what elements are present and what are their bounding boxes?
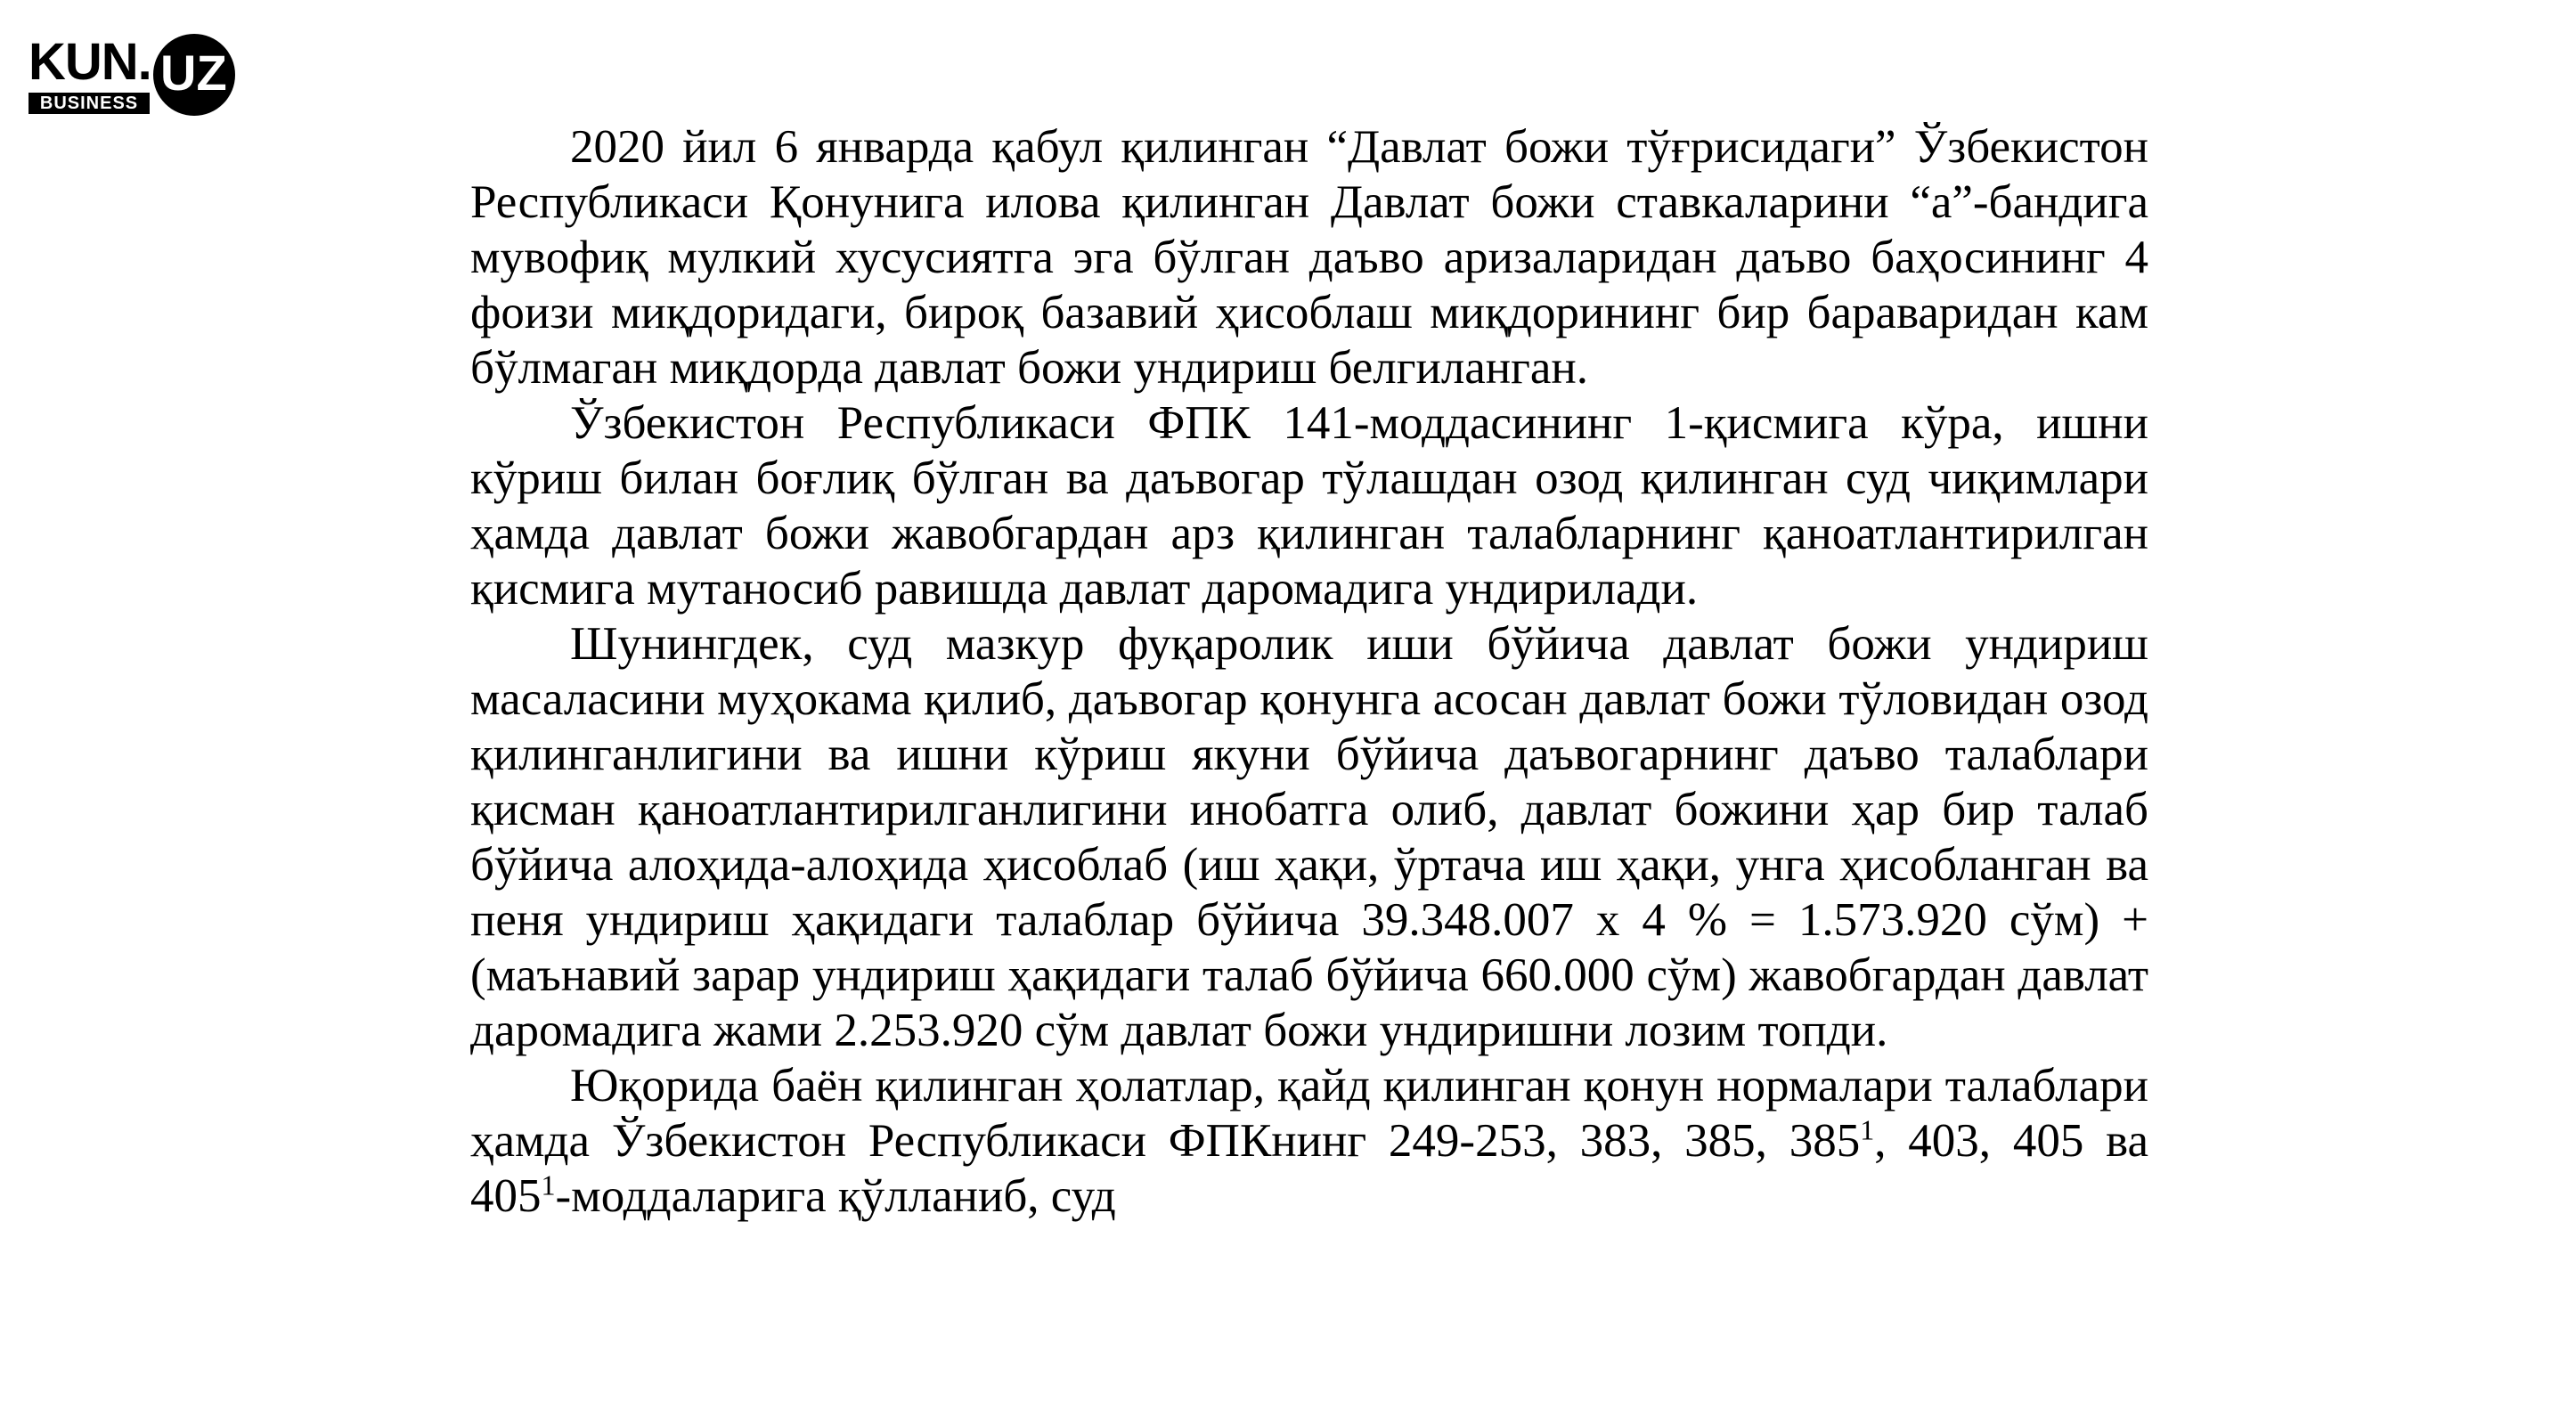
paragraph-4-part-a: Юқорида баён қилинган ҳолатлар, қайд қилинган қонун нормалари талаблари ҳамда Ўзбекистон Республикаси ФПКнинг 249-253, 383, 385, 385 bbox=[470, 1060, 2148, 1167]
document-body bbox=[470, 119, 2148, 1224]
paragraph-3: Шунингдек, суд мазкур фуқаролик иши бўйича давлат божи ундириш масаласини муҳокама қилиб, даъвогар қонунга асосан давлат божи тўловидан озод қилинганлигини ва ишни кўриш якуни бўйича даъвогарнинг даъво талаблари қисман қаноатлантирилганлигини инобатга олиб, давлат божини ҳар бир талаб бўйича алоҳида-алоҳида ҳисоблаб (иш ҳақи, ўртача иш ҳақи, унга ҳисобланган ва пеня ундириш ҳақидаги талаблар бўйича 39.348.007 х 4 % = 1.573.920 сўм) + (маънавий зарар ундириш ҳақидаги талаб бўйича 660.000 сўм) жавобгардан давлат даромадига жами 2.253.920 сўм давлат божи ундиришни лозим топди. bbox=[470, 618, 2148, 1056]
logo-subtitle: BUSINESS bbox=[29, 93, 150, 114]
paragraph-4-part-c: -моддаларига қўлланиб, суд bbox=[555, 1170, 1116, 1222]
logo-wordmark: KUN. bbox=[29, 33, 151, 91]
superscript-2: 1 bbox=[541, 1168, 556, 1201]
paragraph-4 bbox=[470, 1058, 2148, 1224]
logo-circle bbox=[153, 34, 235, 116]
logo-circle-text: UZ bbox=[160, 45, 227, 101]
paragraph-4-part-b: , 403, 405 ва 405 bbox=[470, 1115, 2148, 1222]
paragraph-1: 2020 йил 6 январда қабул қилинган “Давлат божи тўғрисидаги” Ўзбекистон Республикаси Қонунига илова қилинган Давлат божи ставкаларини “а”-бандига мувофиқ мулкий хусусиятга эга бўлган даъво аризаларидан даъво баҳосининг 4 фоизи миқдоридаги, бироқ базавий ҳисоблаш миқдорининг бир бараваридан кам бўлмаган миқдорда давлат божи ундириш белгиланган. bbox=[470, 121, 2148, 394]
paragraph-2: Ўзбекистон Республикаси ФПК 141-моддасининг 1-қисмига кўра, ишни кўриш билан боғлиқ бўлган ва даъвогар тўлашдан озод қилинган суд чиқимлари ҳамда давлат божи жавобгардан арз қилинган талабларнинг қаноатлантирилган қисмига мутаносиб равишда давлат даромадига ундирилади. bbox=[470, 397, 2148, 615]
kun-uz-business-logo bbox=[29, 34, 235, 119]
superscript-1: 1 bbox=[1860, 1113, 1875, 1146]
